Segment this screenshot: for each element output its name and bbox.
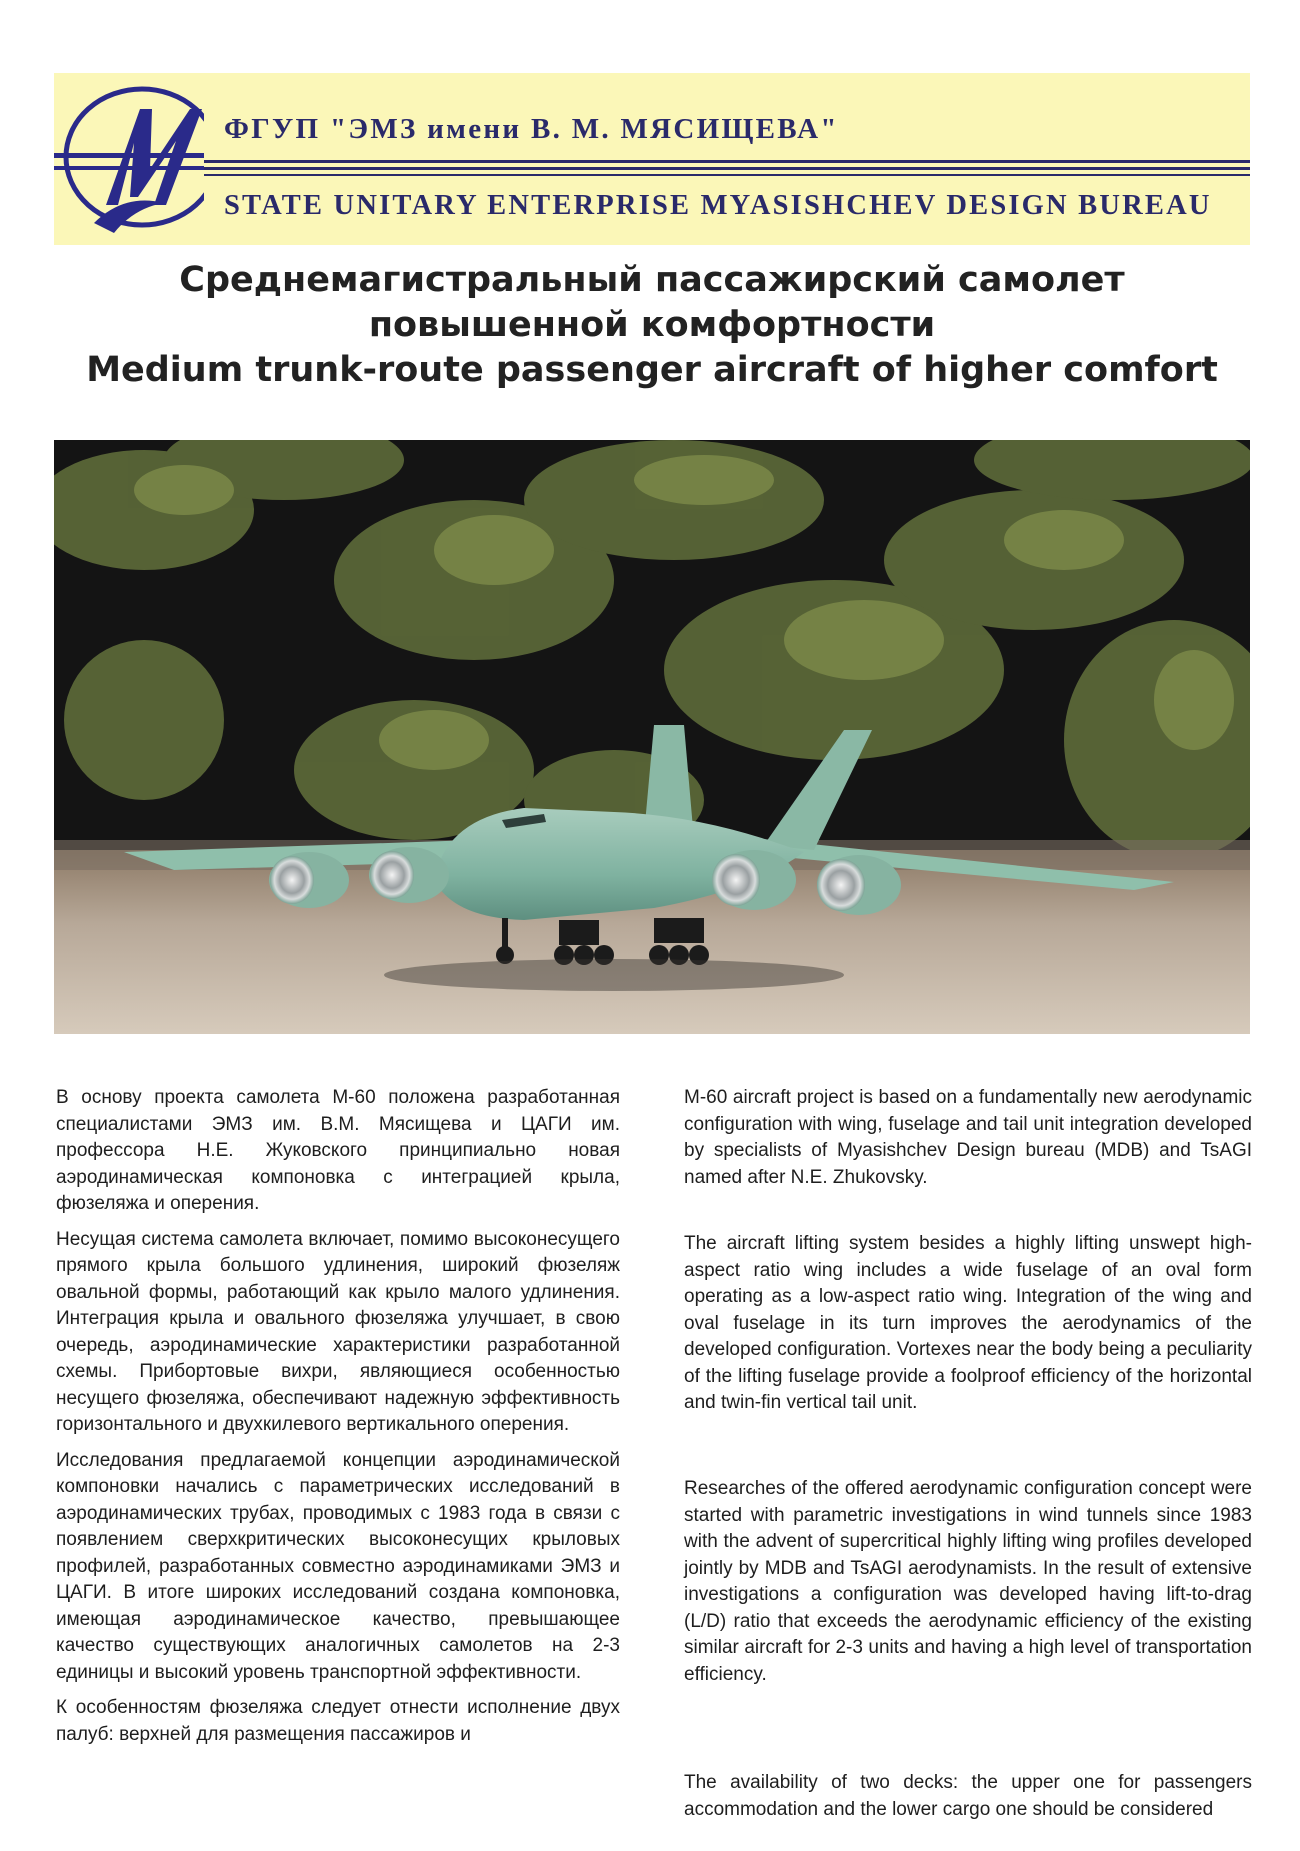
paragraph-en-1: M-60 aircraft project is based on a fundamentally new aerodynamic configuration with wing, fuselage and tail unit integration developed by specialists of Myasishchev Design bureau (MDB) and TsAGI named after N.E. Zhukovsky. (684, 1087, 1252, 1188)
paragraph-ru-2: Несущая система самолета включает, помимо высоконесущего прямого крыла большого удлинения, широкий фюзеляж овальной формы, работающий как крыло малого удлинения. Интеграция крыла и овального фюзеляжа улучшает, в свою очередь, аэродинамические характеристики разработанной схемы. Прибортовые вихри, являющиеся особенностью несущего фюзеляжа, обеспечивают надежную эффективность горизонтального и двухкилевого вертикального оперения. (56, 1228, 620, 1435)
organization-name-en: STATE UNITARY ENTERPRISE MYASISHCHEV DESIGN BUREAU (224, 190, 1212, 221)
organization-name-ru: ФГУП "ЭМЗ имени В. М. МЯСИЩЕВА" (224, 113, 839, 145)
aircraft-model-photo (54, 440, 1250, 1034)
paragraph-en-2: The aircraft lifting system besides a highly lifting unswept high-aspect ratio wing includes a wide fuselage of an oval form operating as a low-aspect ratio wing. Integration of the wing and oval fuselage in its turn improves the aerodynamics of the developed configuration. Vortexes near the body being a peculiarity of the lifting fuselage provide a foolproof efficiency of the horizontal and twin-fin vertical tail unit. (684, 1233, 1252, 1413)
header-divider-lines (204, 160, 1250, 186)
title-en: Medium trunk-route passenger aircraft of higher comfort (86, 350, 1218, 390)
paragraph-ru-4: К особенностям фюзеляжа следует отнести исполнение двух палуб: верхней для размещения пассажиров и (56, 1697, 620, 1745)
body-column-ru (56, 1085, 620, 1748)
paragraph-ru-1: В основу проекта самолета М-60 положена разработанная специалистами ЭМЗ им. В.М. Мясищева и ЦАГИ им. профессора Н.Е. Жуковского принципиально новая аэродинамическая компоновка с интеграцией крыла, фюзеляжа и оперения. (56, 1087, 620, 1214)
paragraph-ru-3: Исследования предлагаемой концепции аэродинамической компоновки начались с параметрических исследований в аэродинамических трубах, проводимых с 1983 года в связи с появлением сверхкритических высоконесущих крыловых профилей, разработанных совместно аэродинамиками ЭМЗ и ЦАГИ. В итоге широких исследований создана компоновка, имеющая аэродинамическое качество, превышающее качество существующих аналогичных самолетов на 2-3 единицы и высокий уровень транспортной эффективности. (56, 1449, 620, 1683)
paragraph-en-4: The availability of two decks: the upper one for passengers accommodation and the lower cargo one should be considered (684, 1772, 1252, 1820)
document-title (54, 258, 1250, 393)
aircraft-illustration (54, 440, 1250, 1034)
myasishchev-logo-icon (54, 73, 204, 245)
title-ru-line1: Среднемагистральный пассажирский самолет (179, 260, 1125, 300)
title-ru-line2: повышенной комфортности (368, 305, 936, 345)
paragraph-en-3: Researches of the offered aerodynamic configuration concept were started with parametric investigations in wind tunnels since 1983 with the advent of supercritical highly lifting wing profiles developed jointly by MDB and TsAGI aerodynamists. In the result of extensive investigations a configuration was developed having lift-to-drag (L/D) ratio that exceeds the aerodynamic efficiency of the existing similar aircraft for 2-3 units and having a high level of transportation efficiency. (684, 1478, 1252, 1685)
header-band (54, 73, 1250, 245)
